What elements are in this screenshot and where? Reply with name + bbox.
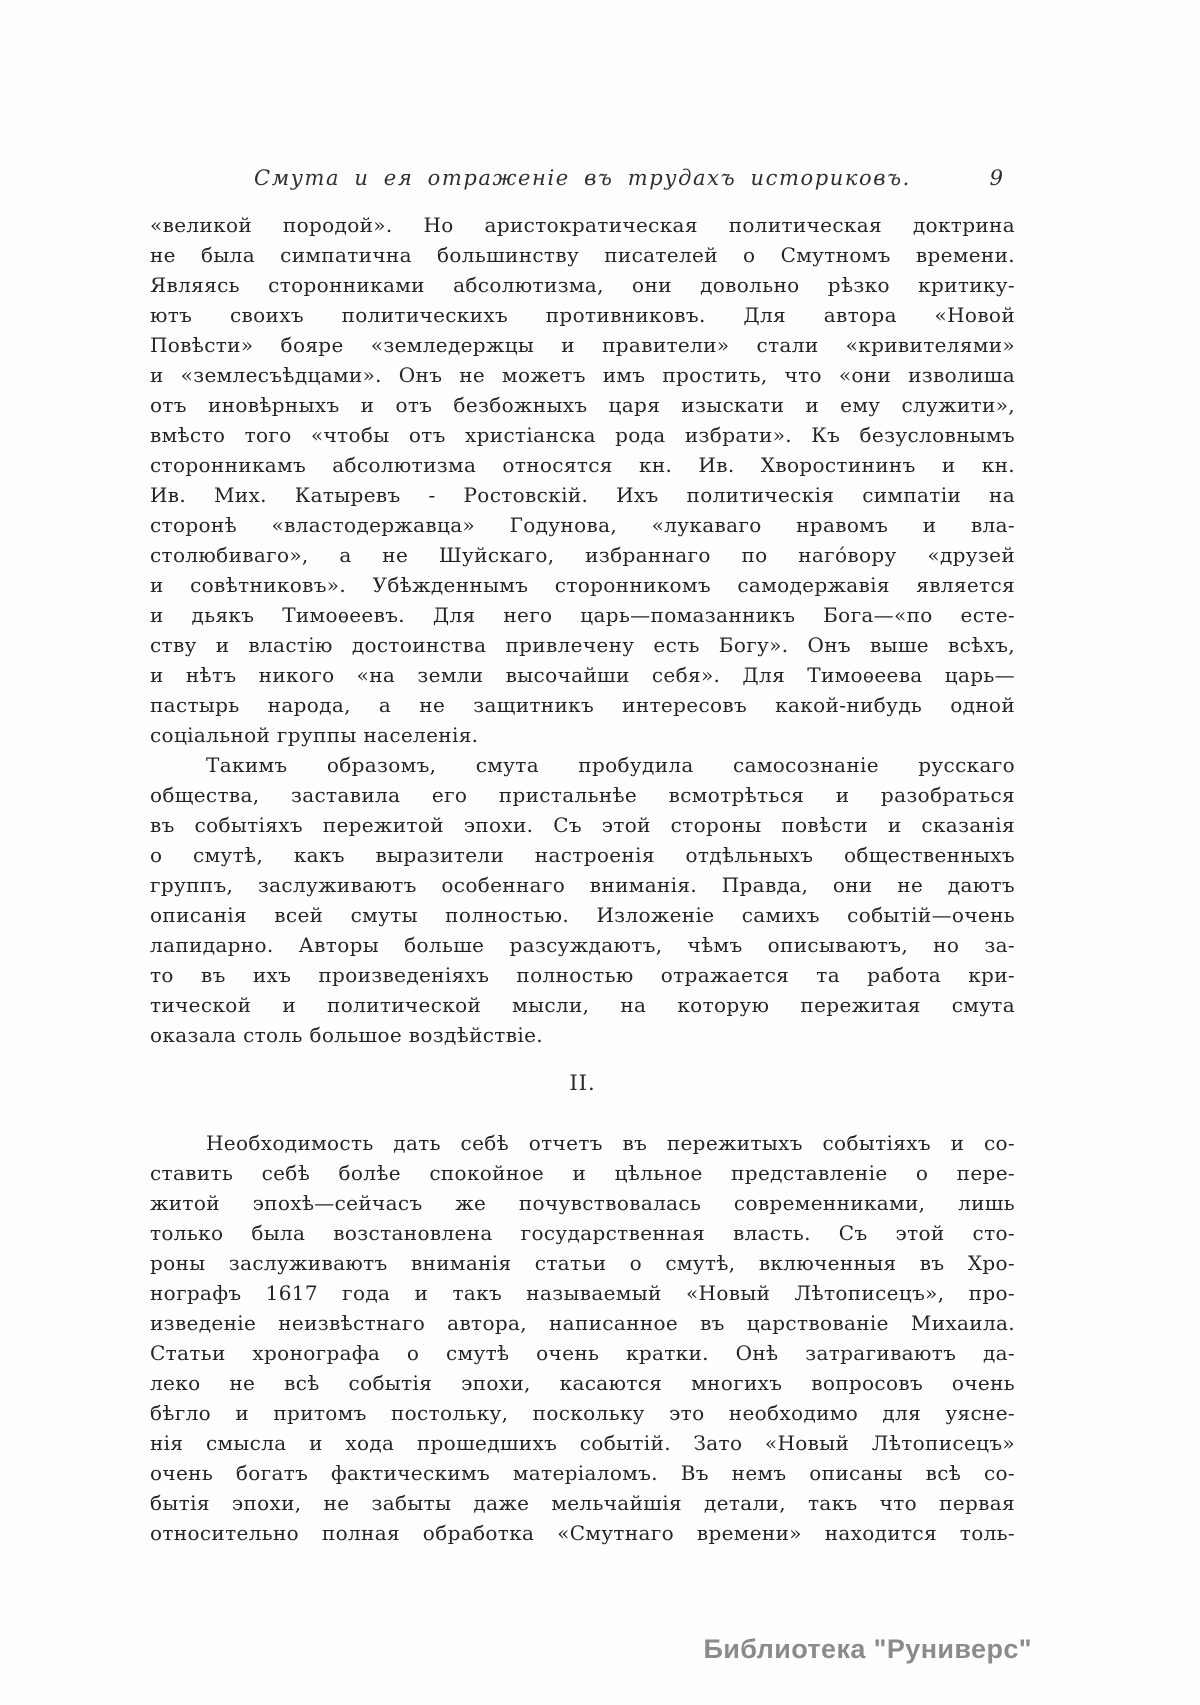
text-line: Повѣсти» бояре «земледержцы и правители» стали «кривителями» [150, 333, 1015, 357]
text-line: не была симпатична большинству писателей о Смутномъ времени. [150, 243, 1015, 267]
paragraph [150, 210, 1015, 750]
text-line: житой эпохѣ—сейчасъ же почувствовалась современниками, лишь [150, 1191, 1015, 1215]
text-line: роны заслуживаютъ вниманія статьи о смутѣ, включенныя въ Хро- [150, 1251, 1015, 1275]
section-heading: II. [569, 1071, 596, 1095]
running-header-title: Смута и ея отраженіе въ трудахъ историковъ. [254, 166, 911, 190]
text-line: Статьи хронографа о смутѣ очень кратки. Онѣ затрагиваютъ да- [150, 1341, 1015, 1365]
text-line: и дьякъ Тимоѳеевъ. Для него царь—помазанникъ Бога—«по есте- [150, 603, 1015, 627]
text-line: о смутѣ, какъ выразители настроенія отдѣльныхъ общественныхъ [150, 843, 1015, 867]
top-paragraphs [150, 210, 1015, 1050]
text-line: общества, заставила его пристальнѣе всмотрѣться и разобраться [150, 783, 1015, 807]
text-line: группъ, заслуживаютъ особеннаго вниманія. Правда, они не даютъ [150, 873, 1015, 897]
text-line: сторонѣ «властодержавца» Годунова, «лукаваго нравомъ и вла- [150, 513, 1015, 537]
text-line: лапидарно. Авторы больше разсуждаютъ, чѣмъ описываютъ, но за- [150, 933, 1015, 957]
page-body-text [150, 210, 1015, 1548]
paragraph [150, 750, 1015, 1050]
text-line: Ив. Мих. Катыревъ - Ростовскій. Ихъ политическія симпатіи на [150, 483, 1015, 507]
text-line: въ событіяхъ пережитой эпохи. Съ этой стороны повѣсти и сказанія [150, 813, 1015, 837]
running-header [150, 166, 1015, 196]
text-line: пастырь народа, а не защитникъ интересовъ какой-нибудь одной [150, 693, 1015, 717]
text-line: описанія всей смуты полностью. Изложеніе самихъ событій—очень [150, 903, 1015, 927]
text-line: и совѣтниковъ». Убѣжденнымъ сторонникомъ самодержавія является [150, 573, 1015, 597]
text-line: тической и политической мысли, на которую пережитая смута [150, 993, 1015, 1017]
text-line: оказала столь большое воздѣйствіе. [150, 1023, 543, 1047]
library-watermark: Библиотека "Руниверс" [703, 1634, 1032, 1664]
text-line: ютъ своихъ политическихъ противниковъ. Для автора «Новой [150, 303, 1015, 327]
text-line: сторонникамъ абсолютизма относятся кн. Ив. Хворостининъ и кн. [150, 453, 1015, 477]
text-line: Являясь сторонниками абсолютизма, они довольно рѣзко критику- [150, 273, 1015, 297]
text-line: Такимъ образомъ, смута пробудила самосознаніе русскаго [206, 753, 1015, 777]
text-line: вмѣсто того «чтобы отъ христіанска рода избрати». Къ безусловнымъ [150, 423, 1015, 447]
text-line: бѣгло и притомъ постольку, поскольку это необходимо для уясне- [150, 1401, 1015, 1425]
text-line: ству и властію достоинства привлечену есть Богу». Онъ выше всѣхъ, [150, 633, 1015, 657]
text-line: очень богатъ фактическимъ матеріаломъ. Въ немъ описаны всѣ со- [150, 1461, 1015, 1485]
text-line: бытія эпохи, не забыты даже мельчайшія детали, такъ что первая [150, 1491, 1015, 1515]
text-line: изведеніе неизвѣстнаго автора, написанное въ царствованіе Михаила. [150, 1311, 1015, 1335]
text-line: ставить себѣ болѣе спокойное и цѣльное представленіе о пере- [150, 1161, 1015, 1185]
text-line: «великой породой». Но аристократическая политическая доктрина [150, 213, 1015, 237]
text-line: и «землесъѣдцами». Онъ не можетъ имъ простить, что «они изволиша [150, 363, 1015, 387]
text-line: леко не всѣ событія эпохи, касаются многихъ вопросовъ очень [150, 1371, 1015, 1395]
text-line: относительно полная обработка «Смутнаго времени» находится толь- [150, 1521, 1015, 1545]
text-line: соціальной группы населенія. [150, 723, 479, 747]
text-line: столюбиваго», а не Шуйскаго, избраннаго по наго́вору «друзей [150, 543, 1015, 567]
page-number: 9 [989, 166, 1003, 190]
text-line: то въ ихъ произведеніяхъ полностью отражается та работа кри- [150, 963, 1015, 987]
text-line: Необходимость дать себѣ отчетъ въ пережитыхъ событіяхъ и со- [206, 1131, 1015, 1155]
text-line: нографъ 1617 года и такъ называемый «Новый Лѣтописецъ», про- [150, 1281, 1015, 1305]
text-line: только была возстановлена государственная власть. Съ этой сто- [150, 1221, 1015, 1245]
text-line: и нѣтъ никого «на земли высочайши себя». Для Тимоѳеева царь— [150, 663, 1015, 687]
bottom-paragraphs [150, 1128, 1015, 1548]
text-line: нія смысла и хода прошедшихъ событій. Зато «Новый Лѣтописецъ» [150, 1431, 1015, 1455]
paragraph [150, 1128, 1015, 1548]
text-line: отъ иновѣрныхъ и отъ безбожныхъ царя изыскати и ему служити», [150, 393, 1015, 417]
